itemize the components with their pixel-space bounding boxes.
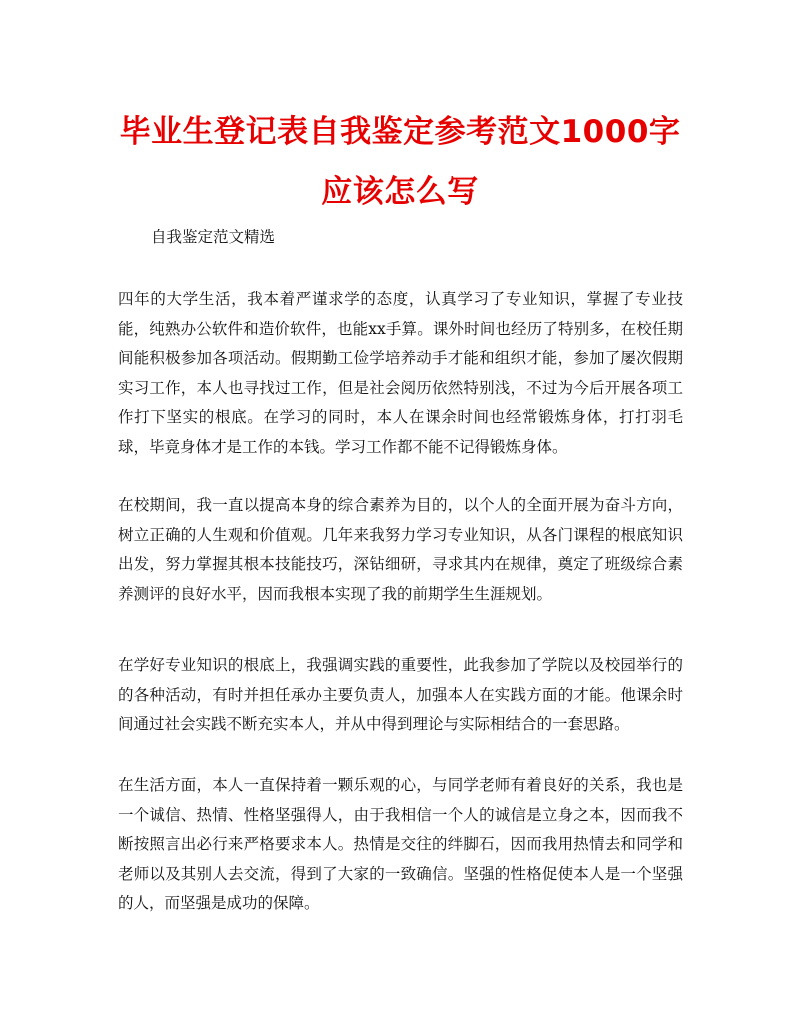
document-title: 毕业生登记表自我鉴定参考范文1000字应该怎么写 bbox=[119, 114, 681, 210]
paragraph-3: 在学好专业知识的根底上，我强调实践的重要性，此我参加了学院以及校园举行的的各种活动，有时并担任承办主要负责人，加强本人在实践方面的才能。他课余时间通过社会实践不断充实本人，并从中得到理论与实际相结合的一套思路。 bbox=[118, 656, 683, 733]
document-subtitle: 自我鉴定范文精选 bbox=[151, 228, 276, 246]
paragraph-1: 四年的大学生活，我本着严谨求学的态度，认真学习了专业知识，掌握了专业技能，纯熟办公软件和造价软件，也能xx手算。课外时间也经历了特别多，在校任期间能积极参加各项活动。假期勤工俭学培养动手才能和组织才能，参加了屡次假期实习工作，本人也寻找过工作，但是社会阅历依然特别浅，不过为今后开展各项工作打下坚实的根底。在学习的同时，本人在课余时间也经常锻炼身体，打打羽毛球，毕竟身体才是工作的本钱。学习工作都不能不记得锻炼身体。 bbox=[118, 290, 683, 456]
paragraph-4: 在生活方面，本人一直保持着一颗乐观的心，与同学老师有着良好的关系，我也是一个诚信、热情、性格坚强得人，由于我相信一个人的诚信是立身之本，因而我不断按照言出必行来严格要求本人。热情是交往的绊脚石，因而我用热情去和同学和老师以及其别人去交流，得到了大家的一致确信。坚强的性格促使本人是一个坚强的人，而坚强是成功的保障。 bbox=[118, 776, 683, 912]
paragraph-2: 在校期间，我一直以提高本身的综合素养为目的，以个人的全面开展为奋斗方向，树立正确的人生观和价值观。几年来我努力学习专业知识，从各门课程的根底知识出发，努力掌握其根本技能技巧，深钻细研，寻求其内在规律，奠定了班级综合素养测评的良好水平，因而我根本实现了我的前期学生生涯规划。 bbox=[118, 496, 683, 603]
